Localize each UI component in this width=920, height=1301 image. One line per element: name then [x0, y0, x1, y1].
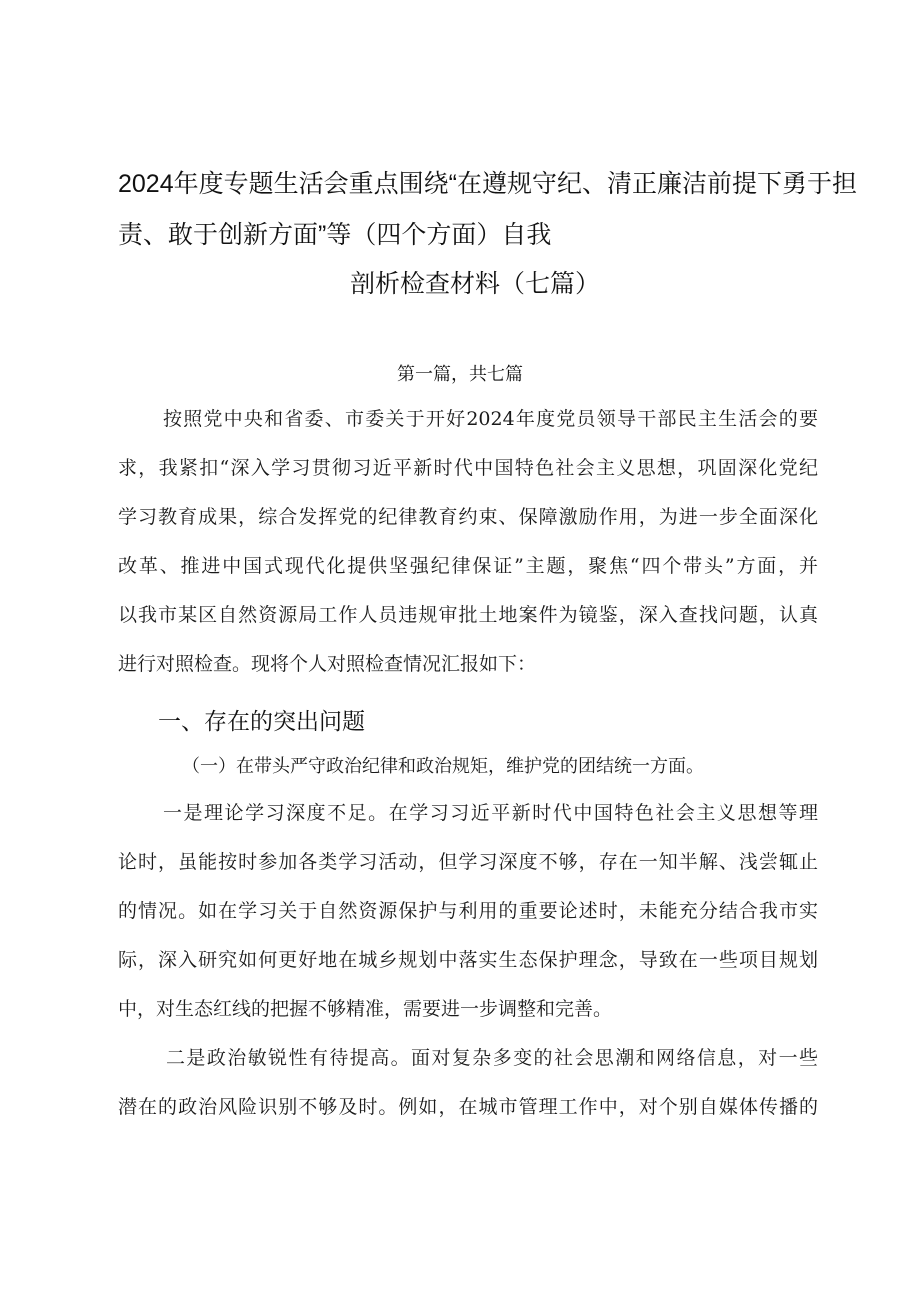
para1-line-5: 中，对生态红线的把握不够精准，需要进一步调整和完善。	[118, 998, 613, 1020]
para2-line-1: 二是政治敏锐性有待提高。面对复杂多变的社会思潮和网络信息，对一些	[166, 1047, 818, 1069]
para1-line-1: 一是理论学习深度不足。在学习习近平新时代中国特色社会主义思想等理	[163, 802, 818, 824]
intro-line-3: 学习教育成果，综合发挥党的纪律教育约束、保障激励作用，为进一步全面深化	[118, 506, 818, 528]
document-subtitle: 第一篇，共七篇	[397, 364, 523, 385]
intro-line-6: 进行对照检查。现将个人对照检查情况汇报如下：	[118, 653, 537, 675]
intro-line-5: 以我市某区自然资源局工作人员违规审批土地案件为镜鉴，深入查找问题，认真	[118, 604, 818, 626]
para1-line-4: 际，深入研究如何更好地在城乡规划中落实生态保护理念，导致在一些项目规划	[118, 949, 818, 971]
intro-line-1: 按照党中央和省委、市委关于开好2024年度党员领导干部民主生活会的要	[163, 408, 818, 430]
document-title-line-2: 责、敢于创新方面”等（四个方面）自我	[118, 221, 552, 249]
document-title-line-1: 2024年度专题生活会重点围绕“在遵规守纪、清正廉洁前提下勇于担	[118, 170, 857, 198]
subsection-heading: （一）在带头严守政治纪律和政治规矩，维护党的团结统一方面。	[182, 756, 704, 777]
intro-line-4: 改革、推进中国式现代化提供坚强纪律保证”主题，聚焦“四个带头”方面，并	[118, 555, 818, 577]
document-title-line-3: 剖析检查材料（七篇）	[350, 270, 601, 298]
intro-line-2: 求，我紧扣“深入学习贯彻习近平新时代中国特色社会主义思想，巩固深化党纪	[118, 457, 818, 479]
para1-line-3: 的情况。如在学习关于自然资源保护与利用的重要论述时，未能充分结合我市实	[118, 900, 818, 922]
para2-line-2: 潜在的政治风险识别不够及时。例如，在城市管理工作中，对个别自媒体传播的	[118, 1096, 818, 1118]
section-heading: 一、存在的突出问题	[158, 708, 365, 734]
para1-line-2: 论时，虽能按时参加各类学习活动，但学习深度不够，存在一知半解、浅尝辄止	[118, 851, 818, 873]
